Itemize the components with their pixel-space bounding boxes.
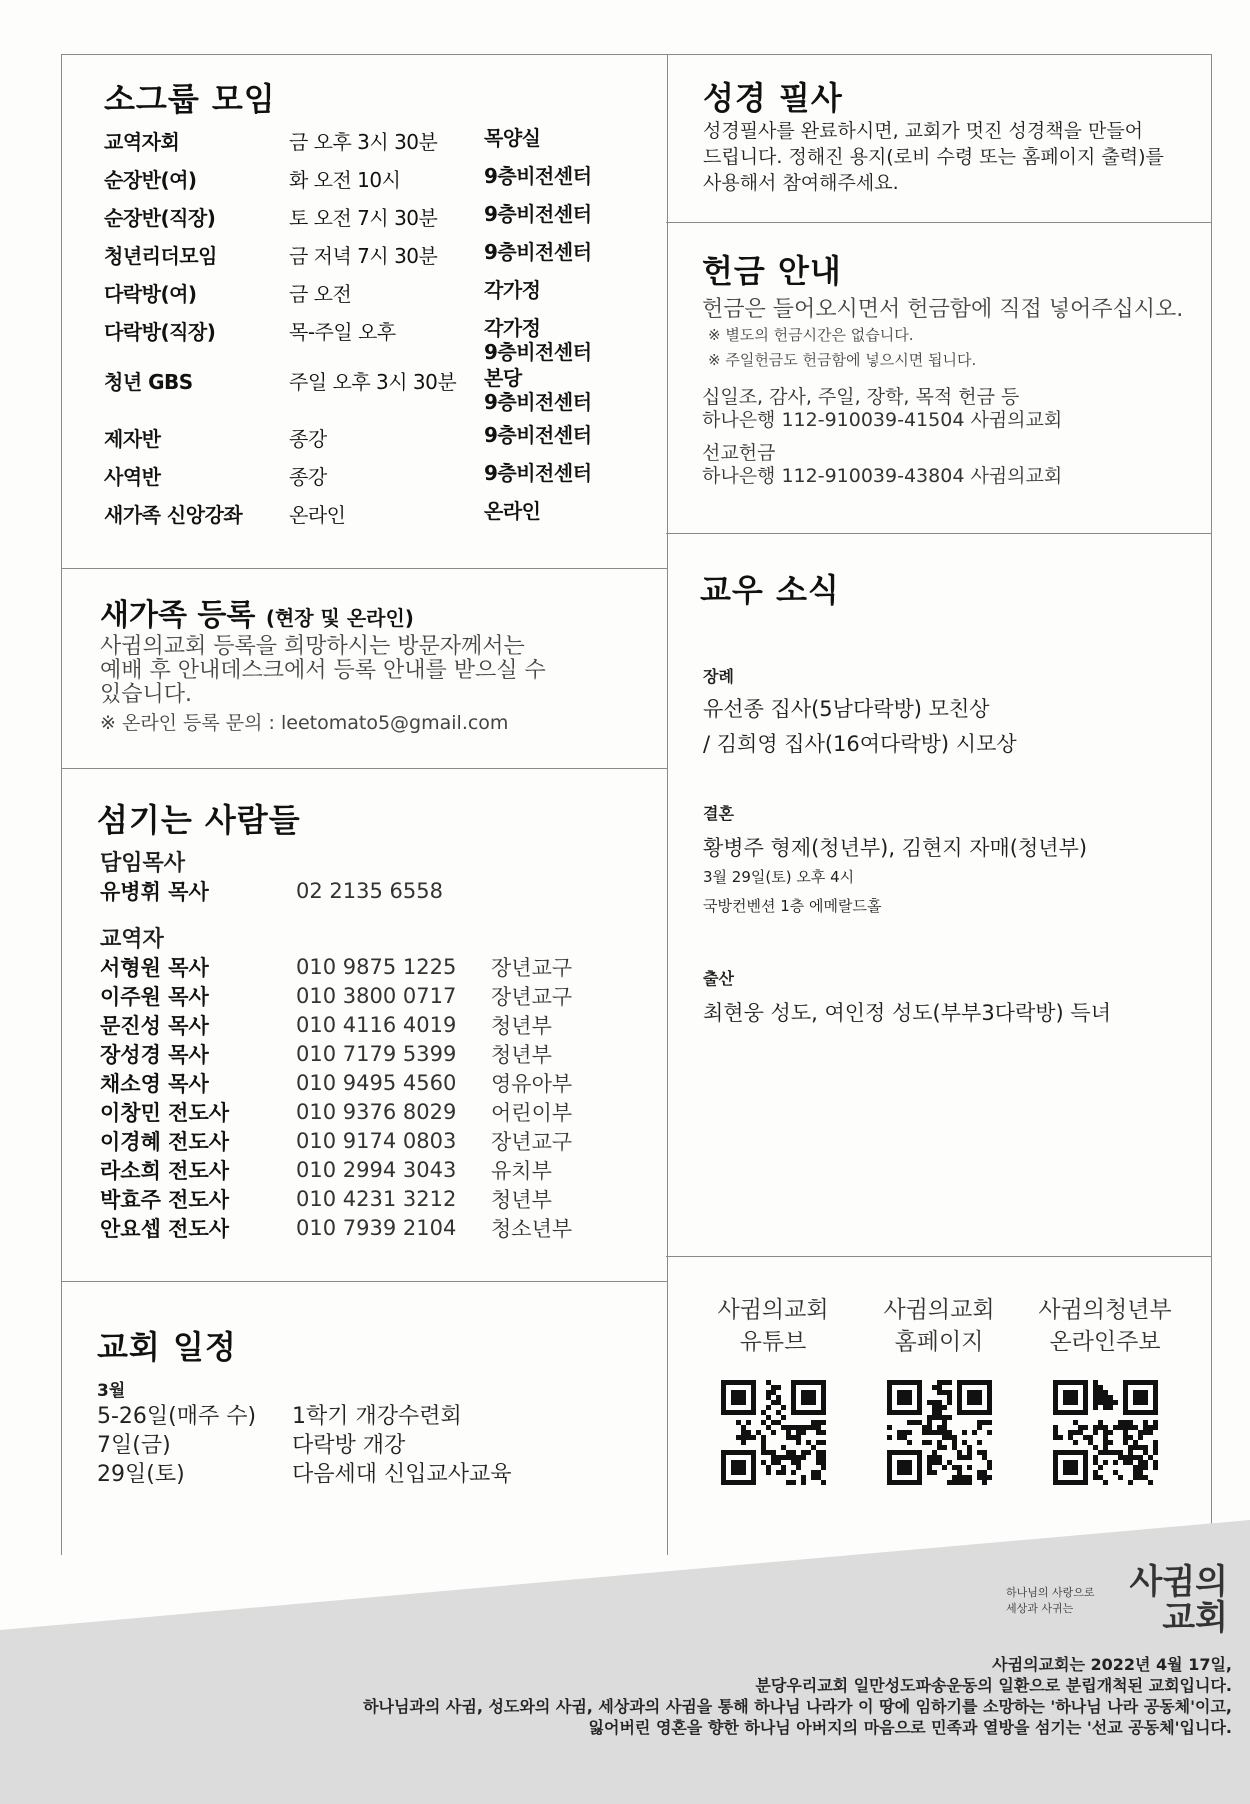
group-place-line: 9층비전센터 xyxy=(484,164,592,188)
group-place-line: 각가정 xyxy=(484,316,541,340)
schedule-row xyxy=(97,1400,512,1429)
staff-heading: 교역자 xyxy=(100,927,164,952)
staff-name: 이주원 목사 xyxy=(100,984,209,1009)
schedule-date: 29일(토) xyxy=(97,1462,185,1487)
account-label: 선교헌금 xyxy=(702,442,776,464)
group-place-line: 9층비전센터 xyxy=(484,240,592,264)
group-place-line: 목양실 xyxy=(484,126,541,150)
qr-youth-bulletin[interactable] xyxy=(1025,1294,1185,1494)
group-name: 청년리더모임 xyxy=(104,244,217,268)
funeral-line: / 김희영 집사(16여다락방) 시모상 xyxy=(703,732,1017,756)
staff-name: 라소희 전도사 xyxy=(100,1158,230,1183)
staff-name: 장성경 목사 xyxy=(100,1042,209,1067)
staff-phone: 010 4231 3212 xyxy=(296,1186,457,1211)
group-place-line: 9층비전센터 xyxy=(484,423,592,447)
group-place-line: 9층비전센터 xyxy=(484,340,592,364)
staff-row xyxy=(100,981,611,1010)
senior-pastor-row xyxy=(100,876,491,905)
senior-pastor-heading: 담임목사 xyxy=(100,851,186,876)
account-number: 하나은행 112-910039-41504 사귐의교회 xyxy=(702,409,1063,431)
qr-label: 유튜브 xyxy=(739,1329,807,1355)
staff-phone: 010 9174 0803 xyxy=(296,1128,457,1153)
bible-title: 성경 필사 xyxy=(703,79,843,117)
footer-line: 잃어버린 영혼을 향한 하나님 아버지의 마음으로 민족과 열방을 섬기는 '선교 공동체'입니다. xyxy=(588,1718,1232,1737)
divider xyxy=(666,1256,1211,1257)
small-group-row xyxy=(104,164,644,202)
group-time: 종강 xyxy=(289,427,327,451)
senior-pastor-phone: 02 2135 6558 xyxy=(296,878,443,903)
staff-phone: 010 2994 3043 xyxy=(296,1157,457,1182)
divider xyxy=(61,568,667,569)
qr-label: 사귐의교회 xyxy=(717,1297,829,1323)
church-logo xyxy=(1129,1564,1228,1636)
staff-phone: 010 7179 5399 xyxy=(296,1041,457,1066)
qr-code-icon xyxy=(1053,1380,1158,1485)
new-family-note: ※ 온라인 등록 문의 : leetomato5@gmail.com xyxy=(100,712,509,734)
qr-label: 사귐의청년부 xyxy=(1038,1297,1172,1323)
staff-name: 문진성 목사 xyxy=(100,1013,209,1038)
staff-role: 장년교구 xyxy=(491,984,573,1009)
group-name: 다락방(여) xyxy=(104,282,197,306)
group-time: 종강 xyxy=(289,465,327,489)
staff-role: 어린이부 xyxy=(491,1100,573,1125)
account-number: 하나은행 112-910039-43804 사귐의교회 xyxy=(702,465,1063,487)
group-time: 금 오후 3시 30분 xyxy=(289,130,438,154)
group-place xyxy=(484,164,644,202)
group-name: 사역반 xyxy=(104,465,161,489)
group-name: 교역자회 xyxy=(104,130,180,154)
small-group-row xyxy=(104,366,644,423)
group-place xyxy=(484,126,644,164)
wedding-heading: 결혼 xyxy=(703,804,734,823)
schedule-event: 다음세대 신입교사교육 xyxy=(292,1462,512,1487)
bible-line: 사용해서 참여해주세요. xyxy=(703,172,899,194)
bible-line: 드립니다. 정해진 용지(로비 수령 또는 홈페이지 출력)를 xyxy=(703,146,1164,168)
staff-row xyxy=(100,1039,611,1068)
new-family-body xyxy=(100,635,546,735)
staff-row xyxy=(100,1213,611,1242)
staff-phone: 010 7939 2104 xyxy=(296,1215,457,1240)
small-group-title: 소그룹 모임 xyxy=(104,80,276,118)
offering-main: 헌금은 들어오시면서 헌금함에 직접 넣어주십시오. xyxy=(702,297,1184,322)
staff-phone: 010 9875 1225 xyxy=(296,954,457,979)
qr-label: 온라인주보 xyxy=(1049,1329,1161,1355)
group-time: 목-주일 오후 xyxy=(289,320,396,344)
staff-row xyxy=(100,1184,611,1213)
group-place xyxy=(484,423,644,461)
wedding-detail: 국방컨벤션 1층 에메랄드홀 xyxy=(703,897,882,915)
group-place xyxy=(484,278,644,316)
small-group-row xyxy=(104,126,644,164)
staff-name: 서형원 목사 xyxy=(100,955,209,980)
small-group-row xyxy=(104,423,644,461)
qr-code-icon xyxy=(887,1380,992,1485)
divider xyxy=(666,533,1211,534)
group-name: 새가족 신앙강좌 xyxy=(104,503,243,527)
group-name: 제자반 xyxy=(104,427,161,451)
logo-tagline-line: 세상과 사귀는 xyxy=(1006,1602,1074,1615)
schedule-date: 7일(금) xyxy=(97,1433,171,1458)
staff-row xyxy=(100,1010,611,1039)
group-place xyxy=(484,316,644,366)
staff-row xyxy=(100,1126,611,1155)
account-label: 십일조, 감사, 주일, 장학, 목적 헌금 등 xyxy=(702,386,1020,408)
footer-line: 분당우리교회 일만성도파송운동의 일환으로 분립개척된 교회입니다. xyxy=(755,1676,1232,1695)
schedule-event: 1학기 개강수련회 xyxy=(292,1404,462,1429)
divider xyxy=(61,768,667,769)
qr-code-icon xyxy=(721,1380,826,1485)
qr-label: 홈페이지 xyxy=(894,1329,984,1355)
group-place-line: 9층비전센터 xyxy=(484,461,592,485)
offering-note: ※ 별도의 헌금시간은 없습니다. xyxy=(708,326,914,344)
wedding-line: 황병주 형제(청년부), 김현지 자매(청년부) xyxy=(703,836,1088,860)
schedule-row xyxy=(97,1429,512,1458)
group-name: 청년 GBS xyxy=(104,370,193,394)
group-time: 주일 오후 3시 30분 xyxy=(289,370,457,394)
group-time: 금 저녁 7시 30분 xyxy=(289,244,438,268)
new-family-line: 예배 후 안내데스크에서 등록 안내를 받으실 수 xyxy=(100,658,546,683)
senior-pastor-name: 유병휘 목사 xyxy=(100,879,209,904)
staff-row xyxy=(100,1097,611,1126)
news-title: 교우 소식 xyxy=(700,571,840,609)
logo-tagline xyxy=(1006,1585,1095,1617)
small-group-row xyxy=(104,499,644,537)
new-family-title xyxy=(100,590,414,634)
footer-line: 사귐의교회는 2022년 4월 17일, xyxy=(992,1655,1232,1674)
group-place xyxy=(484,240,644,278)
divider xyxy=(61,1281,667,1282)
staff-name: 안요셉 전도사 xyxy=(100,1216,230,1241)
group-time: 토 오전 7시 30분 xyxy=(289,206,438,230)
staff-name: 이창민 전도사 xyxy=(100,1100,230,1125)
birth-line: 최현웅 성도, 여인정 성도(부부3다락방) 득녀 xyxy=(703,1001,1111,1025)
staff-role: 청년부 xyxy=(491,1042,552,1067)
divider xyxy=(666,222,1211,223)
new-family-line: 사귐의교회 등록을 희망하시는 방문자께서는 xyxy=(100,634,525,659)
schedule-date: 5-26일(매주 수) xyxy=(97,1404,257,1429)
logo-line: 교회 xyxy=(1162,1598,1228,1638)
qr-label: 사귐의교회 xyxy=(883,1297,995,1323)
bible-body xyxy=(703,118,1164,196)
birth-heading: 출산 xyxy=(703,969,734,988)
staff-row xyxy=(100,1155,611,1184)
schedule-event: 다락방 개강 xyxy=(292,1433,406,1458)
small-group-row xyxy=(104,202,644,240)
staff-row xyxy=(100,952,611,981)
schedule-month: 3월 xyxy=(97,1381,126,1401)
group-name: 다락방(직장) xyxy=(104,320,216,344)
offering-title: 헌금 안내 xyxy=(702,252,842,290)
offering-accounts xyxy=(702,386,1062,488)
group-place xyxy=(484,499,644,537)
group-place xyxy=(484,202,644,240)
staff-role: 영유아부 xyxy=(491,1071,573,1096)
group-name: 순장반(직장) xyxy=(104,206,216,230)
offering-note: ※ 주일헌금도 헌금함에 넣으시면 됩니다. xyxy=(708,351,977,369)
staff-row xyxy=(100,1068,611,1097)
group-time: 온라인 xyxy=(289,503,346,527)
funeral-line: 유선종 집사(5남다락방) 모친상 xyxy=(703,697,990,721)
staff-name: 박효주 전도사 xyxy=(100,1187,230,1212)
group-place-line: 9층비전센터 xyxy=(484,390,592,414)
staff-list xyxy=(100,952,611,1242)
group-place-line: 각가정 xyxy=(484,278,541,302)
staff-role: 유치부 xyxy=(491,1158,552,1183)
small-group-row xyxy=(104,240,644,278)
staff-role: 장년교구 xyxy=(491,955,573,980)
group-name: 순장반(여) xyxy=(104,168,197,192)
bible-line: 성경필사를 완료하시면, 교회가 멋진 성경책을 만들어 xyxy=(703,120,1144,142)
small-group-table xyxy=(104,126,644,537)
staff-role: 장년교구 xyxy=(491,1129,573,1154)
logo-line: 사귐의 xyxy=(1129,1562,1228,1602)
group-place xyxy=(484,461,644,499)
schedule-title: 교회 일정 xyxy=(97,1328,237,1366)
group-time: 화 오전 10시 xyxy=(289,168,401,192)
footer-statement xyxy=(363,1654,1232,1738)
staff-role: 청년부 xyxy=(491,1187,552,1212)
staff-name: 채소영 목사 xyxy=(100,1071,209,1096)
new-family-line: 있습니다. xyxy=(100,682,193,707)
staff-phone: 010 9495 4560 xyxy=(296,1070,457,1095)
footer-line: 하나님과의 사귐, 성도와의 사귐, 세상과의 사귐을 통해 하나님 나라가 이 땅에 임하기를 소망하는 '하나님 나라 공동체'이고, xyxy=(363,1697,1232,1716)
small-group-row xyxy=(104,278,644,316)
schedule-row xyxy=(97,1458,512,1487)
new-family-title-sub: (현장 및 온라인) xyxy=(265,606,414,630)
logo-tagline-line: 하나님의 사랑으로 xyxy=(1006,1586,1095,1599)
staff-name: 이경혜 전도사 xyxy=(100,1129,230,1154)
group-place-line: 온라인 xyxy=(484,499,541,523)
group-time: 금 오전 xyxy=(289,282,352,306)
small-group-row xyxy=(104,316,644,366)
staff-phone: 010 4116 4019 xyxy=(296,1012,457,1037)
staff-phone: 010 9376 8029 xyxy=(296,1099,457,1124)
staff-role: 청년부 xyxy=(491,1013,552,1038)
small-group-row xyxy=(104,461,644,499)
group-place-line: 본당 xyxy=(484,366,522,390)
wedding-detail: 3월 29일(토) 오후 4시 xyxy=(703,868,855,886)
staff-phone: 010 3800 0717 xyxy=(296,983,457,1008)
schedule-list xyxy=(97,1400,512,1487)
new-family-title-main: 새가족 등록 xyxy=(100,598,256,633)
qr-youtube[interactable] xyxy=(693,1294,853,1494)
funeral-heading: 장례 xyxy=(703,667,734,686)
servants-title: 섬기는 사람들 xyxy=(97,801,301,839)
group-place-line: 9층비전센터 xyxy=(484,202,592,226)
group-place xyxy=(484,366,644,423)
staff-role: 청소년부 xyxy=(491,1216,573,1241)
qr-homepage[interactable] xyxy=(859,1294,1019,1494)
